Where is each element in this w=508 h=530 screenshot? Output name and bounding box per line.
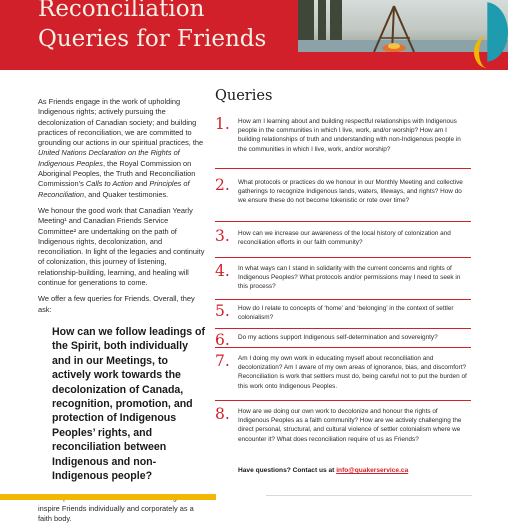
query-number: 1. <box>215 115 230 133</box>
intro-paragraph: We offer a few queries for Friends. Overall, they ask: <box>38 294 195 314</box>
query-number: 2. <box>215 176 230 194</box>
query-text: How are we doing our own work to decolonize and honour the rights of Indigenous Peoples as a faith community? How are we actively challenging the direct personal, structural, and cultural violence of settler colonialism where we encounter it? What does reconciliation require of us as Friends? <box>238 408 462 443</box>
contact-email-link[interactable]: info@quakerservice.ca <box>336 467 409 474</box>
query-text: Am I doing my own work in educating myself about reconciliation and decolonization? Am I aware of my own areas of ignorance, bias, and discomfort? Reconciliation is work that settlers must do, being careful not to put the burden of this work onto Indigenous Peoples. <box>238 355 467 390</box>
pull-quote: How can we follow leadings of the Spirit, both individually and in our Meetings, to actively work towards the decolonization of Canada, recognition, promotion, and protection of Indigenous Peoples’ rights, and reconciliation between Indigenous and non-Indigenous people? <box>52 325 206 482</box>
intro-column <box>38 97 206 530</box>
query-item <box>215 228 471 258</box>
query-number: 8. <box>215 405 230 423</box>
query-text: How can we increase our awareness of the local history of colonization and reconciliation efforts in our faith community? <box>238 230 451 247</box>
query-number: 3. <box>215 227 230 245</box>
contact-line <box>238 467 408 474</box>
query-item <box>215 353 471 401</box>
footer-divider <box>266 495 472 496</box>
query-number: 6. <box>215 331 230 349</box>
undrip-title: United Nations Declaration on the Rights of Indigenous Peoples <box>38 148 180 168</box>
intro-paragraph: inspire Friends individually and corporately as a faith body. <box>38 503 194 523</box>
query-number: 7. <box>215 352 230 370</box>
title-line-1: Reconciliation <box>38 0 205 22</box>
intro-paragraph: As Friends engage in the work of upholding Indigenous rights; actively pursuing the decolonization of Canadian society; and building practices of reconciliation, we are committed to grounding our actions in our spiritual practices, the United Nations Declaration on the Rights of Indigenous Peoples, the Royal Commission on Aboriginal Peoples, the Truth and Reconciliation Commission’s Calls to Action and Principles of Reconciliation, and Quaker testimonies. <box>38 97 204 199</box>
query-number: 5. <box>215 302 230 320</box>
header-banner <box>0 0 508 70</box>
contact-label: Have questions? Contact us at <box>238 467 337 474</box>
tree-silhouette <box>330 0 342 40</box>
calls-to-action-title: Calls to Action <box>85 179 133 189</box>
principles-title: Principles of Reconciliation <box>38 179 190 199</box>
yellow-swoosh-graphic <box>474 36 500 68</box>
footer-stripe <box>0 494 216 500</box>
query-item <box>215 332 471 348</box>
query-item <box>215 177 471 222</box>
queries-heading: Queries <box>215 88 273 104</box>
query-item <box>215 303 471 329</box>
query-text: Do my actions support Indigenous self-determination and sovereignty? <box>238 334 438 341</box>
query-item <box>215 406 471 456</box>
query-item <box>215 263 471 300</box>
intro-paragraph: We honour the good work that Canadian Yearly Meeting¹ and Canadian Friends Service Committee² are undertaking on the path of Indigenous rights, decolonization, and reconciliation. In light of the legacies and continuity of colonization, this journey of listening, relationship-building, learning, and healing will continue for generations to come. <box>38 205 205 288</box>
query-number: 4. <box>215 262 230 280</box>
query-text: What protocols or practices do we honour in our Monthly Meeting and collective gatherings to recognize Indigenous lands, waters, lifeways, and rights? How do we ensure these do not become tokenistic or rote over time? <box>238 179 463 205</box>
campfire-icon <box>362 6 426 52</box>
page-title <box>38 0 308 54</box>
query-text: How am I learning about and building respectful relationships with Indigenous people in the communities in which I live, work, and/or worship? How am I building relationships of truth and understanding with non-Indigenous people in the communities in which I live, work, and/or worship? <box>238 118 461 153</box>
query-text: How do I relate to concepts of ‘home’ and ‘belonging’ in the context of settler colonialism? <box>238 305 454 322</box>
query-text: In what ways can I stand in solidarity with the current concerns and rights of Indigenous Peoples? What protocols and/or permissions may I need to seek in this process? <box>238 265 461 291</box>
title-line-2: Queries for Friends <box>38 26 267 52</box>
query-item <box>215 116 471 169</box>
